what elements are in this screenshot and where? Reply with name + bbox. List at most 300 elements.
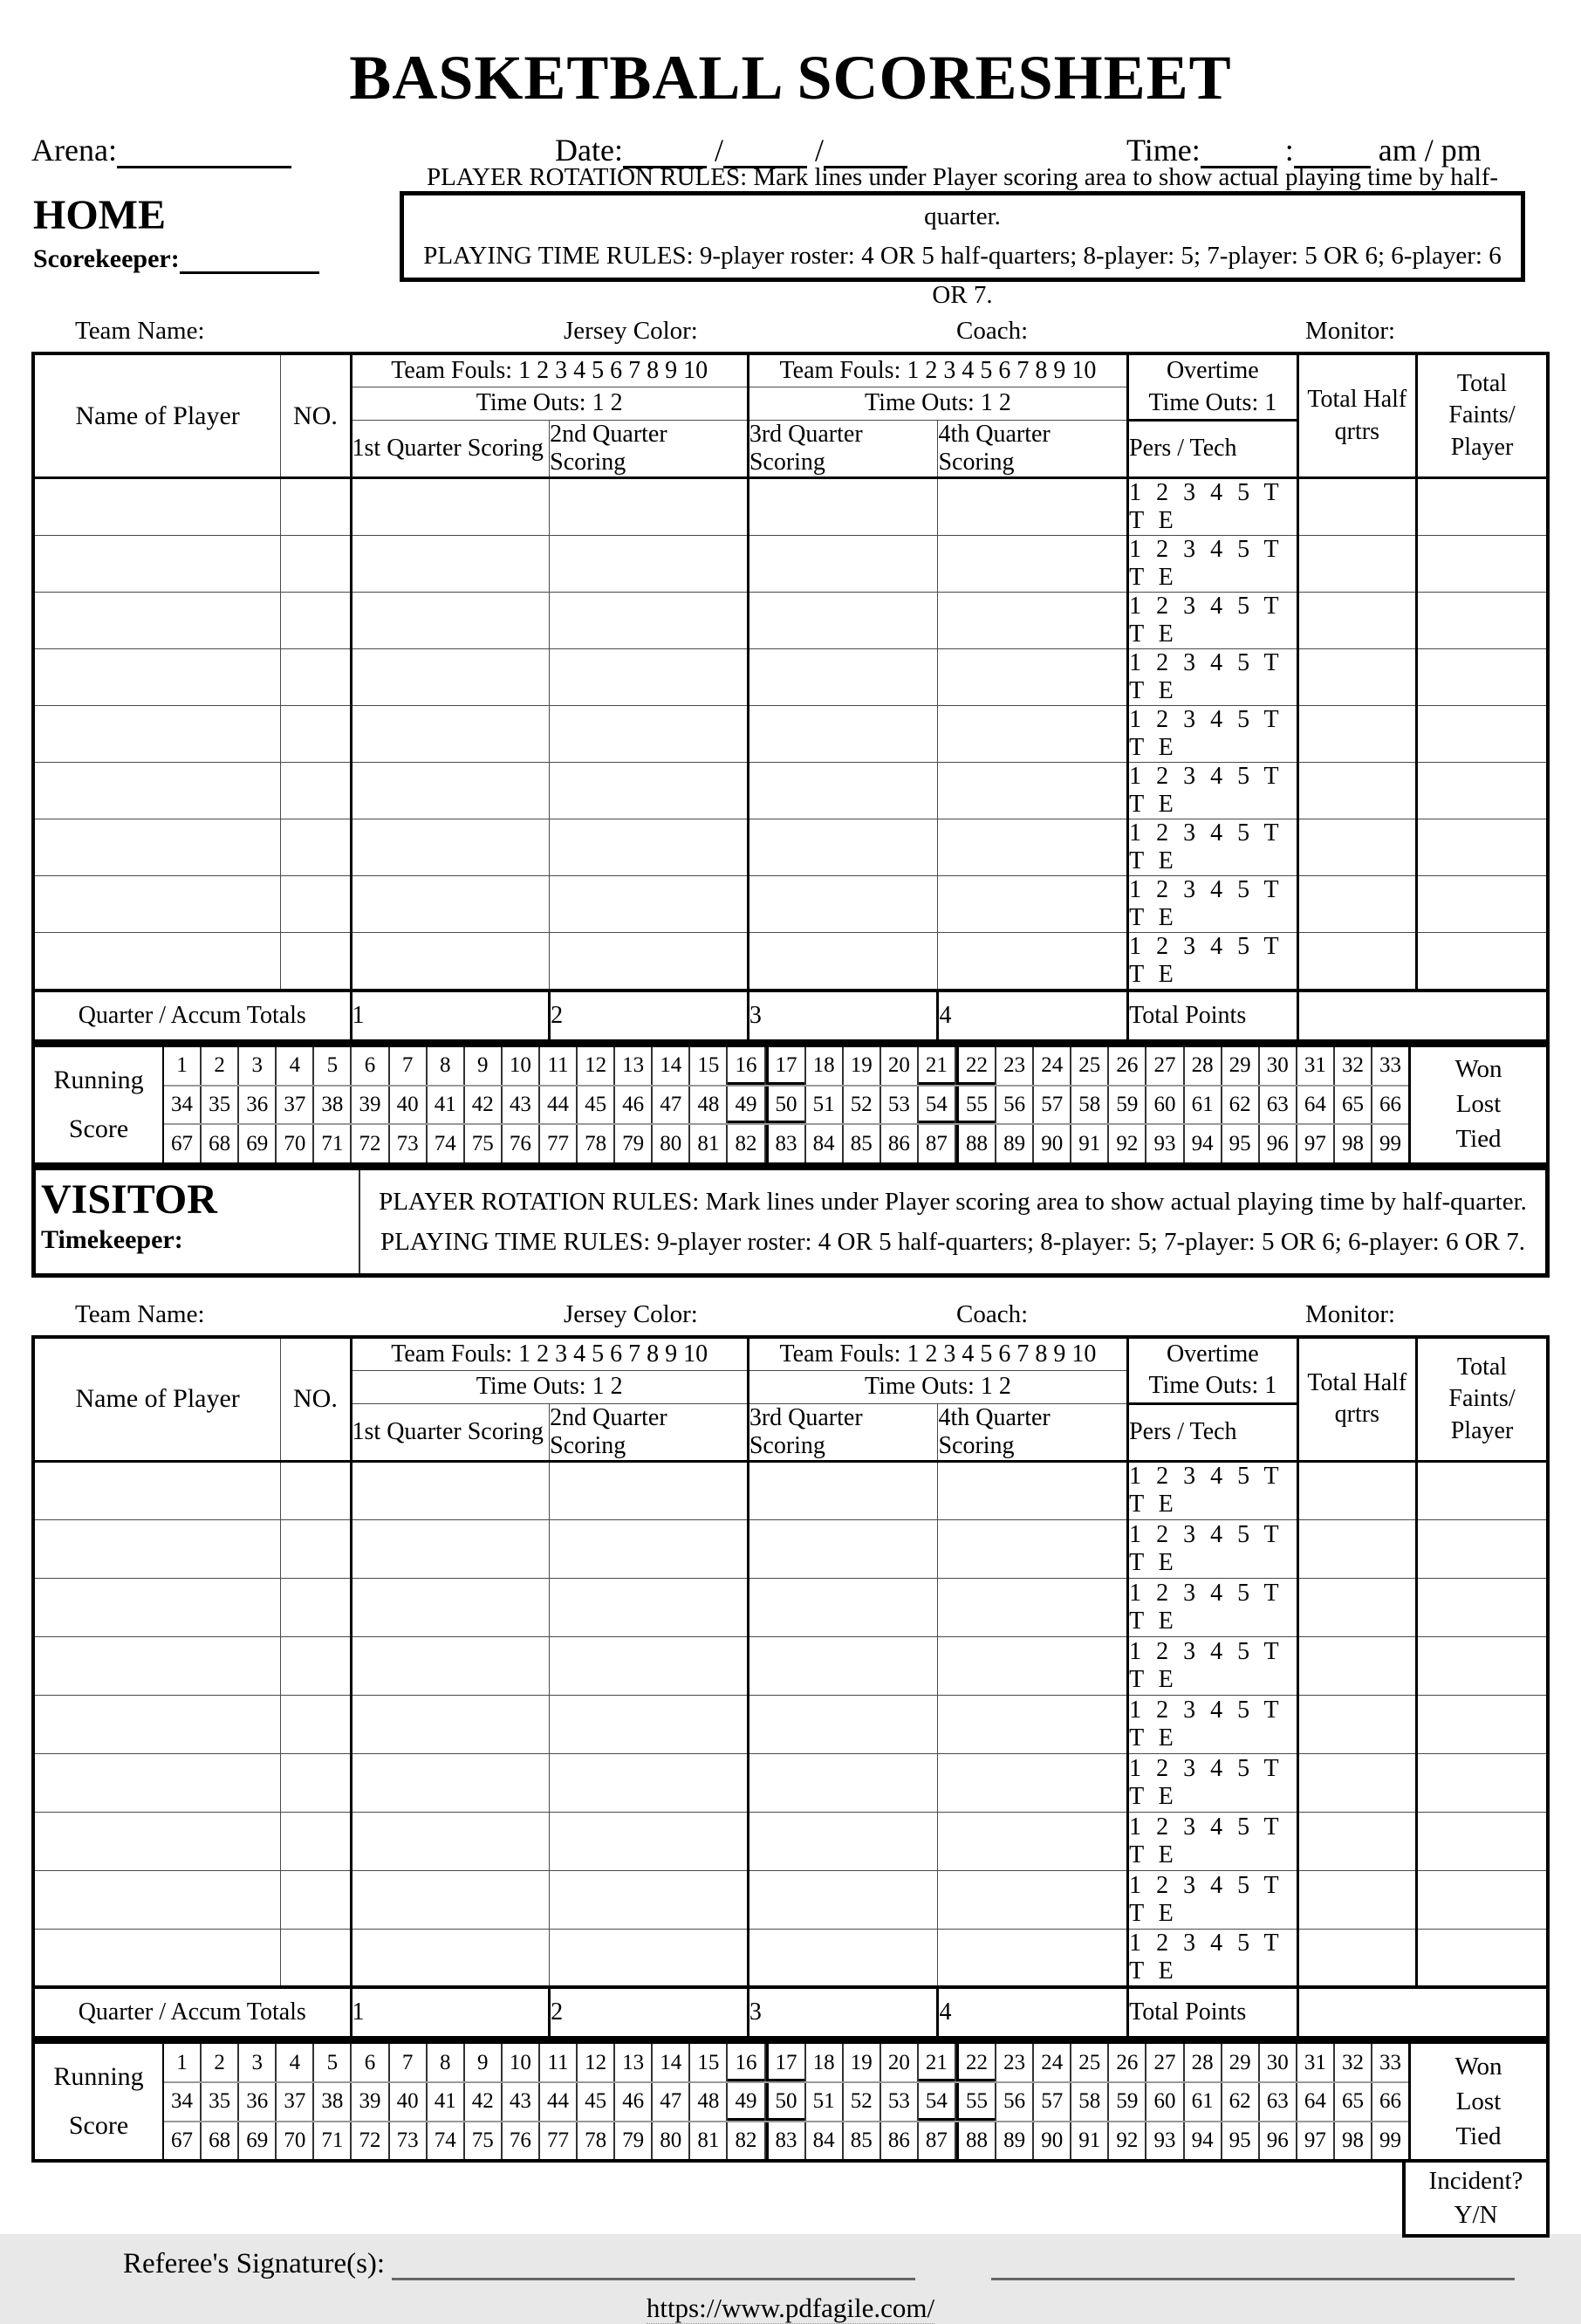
running-score-cell[interactable]: 37 (277, 2083, 314, 2121)
q2-scoring-cell[interactable] (550, 535, 749, 592)
running-score-cell[interactable]: 39 (352, 2083, 389, 2121)
player-name-cell[interactable] (33, 762, 281, 819)
running-score-cell[interactable]: 80 (653, 2122, 690, 2160)
running-score-cell[interactable]: 74 (428, 2122, 465, 2160)
q4-scoring-cell[interactable] (938, 1519, 1128, 1578)
running-score-cell[interactable]: 45 (578, 2083, 615, 2121)
running-score-cell[interactable]: 91 (1071, 2122, 1109, 2160)
running-score-cell[interactable]: 20 (881, 2044, 919, 2081)
total-half-qrtrs-cell[interactable] (1297, 1578, 1416, 1636)
player-name-cell[interactable] (33, 1519, 281, 1578)
running-score-cell[interactable]: 70 (277, 1125, 314, 1162)
running-score-cell[interactable]: 36 (239, 1087, 277, 1124)
running-score-cell[interactable]: 56 (996, 2083, 1034, 2121)
running-score-cell[interactable]: 82 (728, 1125, 765, 1162)
total-faints-cell[interactable] (1417, 477, 1549, 535)
overtime-timeouts-header-v[interactable] (1128, 1337, 1298, 1403)
running-score-cell[interactable]: 88 (956, 1125, 996, 1162)
q3-scoring-cell[interactable] (748, 1812, 938, 1870)
pers-tech-scale[interactable]: 1 2 3 4 5 T T E (1128, 477, 1298, 535)
total-faints-cell[interactable] (1417, 1753, 1549, 1812)
running-score-cell[interactable]: 49 (728, 1087, 765, 1124)
q4-scoring-cell[interactable] (938, 1636, 1128, 1695)
q4-scoring-cell[interactable] (938, 535, 1128, 592)
running-score-cell[interactable]: 61 (1185, 2083, 1222, 2121)
running-score-cell[interactable]: 38 (314, 1087, 352, 1124)
player-no-cell[interactable] (281, 477, 351, 535)
player-name-cell[interactable] (33, 1578, 281, 1636)
running-score-cell[interactable]: 16 (728, 1047, 765, 1085)
running-score-cell[interactable]: 9 (465, 2044, 503, 2081)
total-half-qrtrs-cell[interactable] (1297, 1812, 1416, 1870)
total-faints-cell[interactable] (1417, 1461, 1549, 1519)
tied-label-v[interactable]: Tied (1455, 2122, 1502, 2150)
running-score-cell[interactable]: 20 (881, 1047, 919, 1085)
running-score-cell[interactable]: 30 (1260, 1047, 1297, 1085)
running-score-cell[interactable]: 18 (806, 1047, 844, 1085)
overtime-timeouts-header[interactable] (1128, 353, 1298, 420)
team-fouls-header-2v[interactable]: Team Fouls: 1 2 3 4 5 6 7 8 9 10 (748, 1337, 1127, 1370)
player-no-cell[interactable] (281, 762, 351, 819)
team-fouls-header-1h[interactable]: Team Fouls: 1 2 3 4 5 6 7 8 9 10 (351, 353, 748, 387)
total-points-value-cell-v[interactable] (1297, 1987, 1548, 2038)
total-points-value-cell[interactable] (1297, 991, 1548, 1041)
total-half-qrtrs-cell[interactable] (1297, 1929, 1416, 1987)
q3-scoring-cell[interactable] (748, 1929, 938, 1987)
q4-scoring-cell[interactable] (938, 762, 1128, 819)
total-faints-cell[interactable] (1417, 648, 1549, 705)
running-score-cell[interactable]: 58 (1071, 2083, 1109, 2121)
q4-total-cell-v[interactable]: 4 (938, 1987, 1128, 2038)
running-score-cell[interactable]: 50 (766, 1087, 806, 1124)
running-score-cell[interactable]: 65 (1335, 2083, 1372, 2121)
running-score-cell[interactable]: 29 (1222, 1047, 1260, 1085)
running-score-cell[interactable]: 56 (996, 1087, 1034, 1124)
player-name-cell[interactable] (33, 1870, 281, 1929)
pers-tech-scale[interactable]: 1 2 3 4 5 T T E (1128, 1461, 1298, 1519)
total-faints-cell[interactable] (1417, 1929, 1549, 1987)
total-faints-cell[interactable] (1417, 1695, 1549, 1753)
running-score-cell[interactable]: 51 (806, 2083, 844, 2121)
q2-scoring-cell[interactable] (550, 592, 749, 648)
running-score-cell[interactable]: 15 (690, 1047, 728, 1085)
running-score-cell[interactable]: 96 (1260, 2122, 1297, 2160)
total-half-qrtrs-cell[interactable] (1297, 1753, 1416, 1812)
player-name-cell[interactable] (33, 535, 281, 592)
q2-scoring-cell[interactable] (550, 1695, 749, 1753)
player-no-cell[interactable] (281, 1929, 351, 1987)
running-score-cell[interactable]: 43 (503, 2083, 540, 2121)
running-score-cell[interactable]: 6 (352, 2044, 389, 2081)
arena-input-line[interactable] (117, 133, 291, 168)
running-score-cell[interactable]: 45 (578, 1087, 615, 1124)
time-input-hour[interactable] (1201, 133, 1277, 168)
running-score-cell[interactable]: 47 (653, 2083, 690, 2121)
player-name-cell[interactable] (33, 1636, 281, 1695)
q1-scoring-cell[interactable] (351, 1636, 550, 1695)
running-score-cell[interactable]: 96 (1260, 1125, 1297, 1162)
running-score-cell[interactable]: 97 (1297, 2122, 1335, 2160)
team-fouls-header-2h[interactable]: Team Fouls: 1 2 3 4 5 6 7 8 9 10 (748, 353, 1127, 387)
running-score-cell[interactable]: 53 (881, 1087, 919, 1124)
q2-scoring-cell[interactable] (550, 477, 749, 535)
running-score-cell[interactable]: 47 (653, 1087, 690, 1124)
running-score-cell[interactable]: 2 (202, 2044, 239, 2081)
player-no-cell[interactable] (281, 1461, 351, 1519)
running-score-cell[interactable]: 61 (1185, 1087, 1222, 1124)
running-score-cell[interactable]: 72 (352, 1125, 389, 1162)
running-score-cell[interactable]: 77 (540, 1125, 578, 1162)
q2-scoring-cell[interactable] (550, 1636, 749, 1695)
running-score-cell[interactable]: 7 (390, 2044, 428, 2081)
running-score-cell[interactable]: 54 (919, 2083, 956, 2121)
q4-scoring-cell[interactable] (938, 1578, 1128, 1636)
running-score-cell[interactable]: 60 (1146, 2083, 1184, 2121)
timeouts-header-1v[interactable]: Time Outs: 1 2 (351, 1370, 748, 1403)
running-score-cell[interactable]: 70 (277, 2122, 314, 2160)
q2-scoring-cell[interactable] (550, 762, 749, 819)
running-score-cell[interactable]: 51 (806, 1087, 844, 1124)
q1-scoring-cell[interactable] (351, 535, 550, 592)
player-name-cell[interactable] (33, 932, 281, 991)
running-score-cell[interactable]: 26 (1109, 1047, 1146, 1085)
running-score-cell[interactable]: 69 (239, 1125, 277, 1162)
total-half-qrtrs-cell[interactable] (1297, 1519, 1416, 1578)
running-score-cell[interactable]: 53 (881, 2083, 919, 2121)
q1-scoring-cell[interactable] (351, 648, 550, 705)
running-score-cell[interactable]: 90 (1034, 2122, 1071, 2160)
q2-scoring-cell[interactable] (550, 1753, 749, 1812)
running-score-cell[interactable]: 48 (690, 2083, 728, 2121)
q4-scoring-cell[interactable] (938, 705, 1128, 762)
won-label-v[interactable]: Won (1454, 2052, 1502, 2081)
q1-scoring-cell[interactable] (351, 875, 550, 932)
player-no-cell[interactable] (281, 932, 351, 991)
running-score-cell[interactable]: 78 (578, 2122, 615, 2160)
q1-total-cell[interactable]: 1 (351, 991, 550, 1041)
running-score-cell[interactable]: 41 (428, 2083, 465, 2121)
running-score-cell[interactable]: 81 (690, 2122, 728, 2160)
running-score-cell[interactable]: 39 (352, 1087, 389, 1124)
lost-label-v[interactable]: Lost (1455, 2087, 1502, 2115)
player-no-cell[interactable] (281, 592, 351, 648)
running-score-cell[interactable]: 10 (503, 1047, 540, 1085)
player-no-cell[interactable] (281, 1578, 351, 1636)
total-half-qrtrs-cell[interactable] (1297, 819, 1416, 875)
player-name-cell[interactable] (33, 1812, 281, 1870)
q1-scoring-cell[interactable] (351, 1929, 550, 1987)
total-half-qrtrs-cell[interactable] (1297, 1636, 1416, 1695)
player-name-cell[interactable] (33, 648, 281, 705)
player-no-cell[interactable] (281, 819, 351, 875)
running-score-cell[interactable]: 15 (690, 2044, 728, 2081)
running-score-cell[interactable]: 75 (465, 2122, 503, 2160)
total-half-qrtrs-cell[interactable] (1297, 477, 1416, 535)
q3-scoring-cell[interactable] (748, 648, 938, 705)
running-score-cell[interactable]: 23 (996, 1047, 1034, 1085)
running-score-cell[interactable]: 44 (540, 2083, 578, 2121)
pers-tech-scale[interactable]: 1 2 3 4 5 T T E (1128, 1578, 1298, 1636)
running-score-cell[interactable]: 71 (314, 1125, 352, 1162)
running-score-cell[interactable]: 10 (503, 2044, 540, 2081)
running-score-cell[interactable]: 24 (1034, 2044, 1071, 2081)
incident-yn[interactable]: Y/N (1454, 2201, 1498, 2230)
running-score-cell[interactable]: 5 (314, 2044, 352, 2081)
running-score-cell[interactable]: 92 (1109, 2122, 1146, 2160)
q2-scoring-cell[interactable] (550, 1812, 749, 1870)
q3-scoring-cell[interactable] (748, 477, 938, 535)
q3-total-cell-v[interactable]: 3 (748, 1987, 938, 2038)
running-score-cell[interactable]: 64 (1297, 1087, 1335, 1124)
player-name-cell[interactable] (33, 1695, 281, 1753)
running-score-cell[interactable]: 27 (1146, 1047, 1184, 1085)
scorekeeper-input-line[interactable] (180, 245, 319, 274)
referee-signature-line-1[interactable] (392, 2246, 915, 2280)
running-score-cell[interactable]: 72 (352, 2122, 389, 2160)
total-half-qrtrs-cell[interactable] (1297, 592, 1416, 648)
running-score-cell[interactable]: 33 (1379, 1053, 1402, 1078)
pers-tech-scale[interactable]: 1 2 3 4 5 T T E (1128, 875, 1298, 932)
running-score-cell[interactable]: 28 (1185, 1047, 1222, 1085)
running-score-cell[interactable]: 30 (1260, 2044, 1297, 2081)
q2-scoring-cell[interactable] (550, 819, 749, 875)
running-score-cell[interactable]: 32 (1335, 1047, 1372, 1085)
running-score-cell[interactable]: 29 (1222, 2044, 1260, 2081)
total-faints-cell[interactable] (1417, 1519, 1549, 1578)
running-score-cell[interactable]: 83 (766, 1125, 806, 1162)
pers-tech-scale[interactable]: 1 2 3 4 5 T T E (1128, 819, 1298, 875)
total-half-qrtrs-cell[interactable] (1297, 705, 1416, 762)
player-name-cell[interactable] (33, 819, 281, 875)
running-score-cell[interactable]: 3 (239, 2044, 277, 2081)
running-score-cell[interactable]: 80 (653, 1125, 690, 1162)
pers-tech-scale[interactable]: 1 2 3 4 5 T T E (1128, 762, 1298, 819)
running-score-cell[interactable]: 49 (728, 2083, 765, 2121)
running-score-cell[interactable]: 55 (956, 1087, 996, 1124)
total-half-qrtrs-cell[interactable] (1297, 762, 1416, 819)
player-name-cell[interactable] (33, 592, 281, 648)
running-score-cell[interactable]: 17 (766, 2044, 806, 2081)
q4-scoring-cell[interactable] (938, 875, 1128, 932)
date-input-year[interactable] (824, 133, 907, 168)
running-score-cell[interactable]: 95 (1222, 2122, 1260, 2160)
running-score-cell[interactable]: 55 (956, 2083, 996, 2121)
q3-scoring-cell[interactable] (748, 819, 938, 875)
q4-scoring-cell[interactable] (938, 932, 1128, 991)
q3-scoring-cell[interactable] (748, 762, 938, 819)
running-score-cell[interactable]: 23 (996, 2044, 1034, 2081)
running-score-cell[interactable]: 87 (919, 1125, 956, 1162)
running-score-cell[interactable]: 8 (428, 2044, 465, 2081)
total-faints-cell[interactable] (1417, 592, 1549, 648)
running-score-cell[interactable]: 35 (202, 1087, 239, 1124)
running-score-cell[interactable]: 19 (844, 2044, 881, 2081)
running-score-cell[interactable]: 25 (1071, 2044, 1109, 2081)
player-no-cell[interactable] (281, 1636, 351, 1695)
running-score-cell[interactable]: 99 (1379, 1131, 1402, 1155)
player-name-cell[interactable] (33, 1461, 281, 1519)
pers-tech-scale[interactable]: 1 2 3 4 5 T T E (1128, 592, 1298, 648)
running-score-cell[interactable]: 98 (1335, 1125, 1372, 1162)
total-faints-cell[interactable] (1417, 535, 1549, 592)
q4-total-cell[interactable]: 4 (938, 991, 1128, 1041)
running-score-cell[interactable]: 42 (465, 2083, 503, 2121)
q4-scoring-cell[interactable] (938, 1870, 1128, 1929)
running-score-cell[interactable]: 24 (1034, 1047, 1071, 1085)
time-input-minute[interactable] (1294, 133, 1371, 168)
running-score-cell[interactable]: 57 (1034, 1087, 1071, 1124)
running-score-cell[interactable]: 17 (766, 1047, 806, 1085)
q3-scoring-cell[interactable] (748, 1753, 938, 1812)
running-score-cell[interactable]: 97 (1297, 1125, 1335, 1162)
q3-scoring-cell[interactable] (748, 1695, 938, 1753)
running-score-cell[interactable]: 59 (1109, 1087, 1146, 1124)
date-input-month[interactable] (623, 133, 707, 168)
running-score-cell[interactable]: 90 (1034, 1125, 1071, 1162)
total-faints-cell[interactable] (1417, 1870, 1549, 1929)
running-score-cell[interactable]: 46 (615, 1087, 653, 1124)
player-name-cell[interactable] (33, 705, 281, 762)
q4-scoring-cell[interactable] (938, 1812, 1128, 1870)
running-score-cell[interactable]: 26 (1109, 2044, 1146, 2081)
player-name-cell[interactable] (33, 1753, 281, 1812)
running-score-cell[interactable]: 21 (919, 1047, 956, 1085)
q3-scoring-cell[interactable] (748, 1461, 938, 1519)
running-score-cell[interactable]: 46 (615, 2083, 653, 2121)
running-score-cell[interactable]: 25 (1071, 1047, 1109, 1085)
running-score-cell[interactable]: 85 (844, 1125, 881, 1162)
running-score-cell[interactable]: 1 (164, 2044, 202, 2081)
running-score-cell[interactable]: 16 (728, 2044, 765, 2081)
q3-scoring-cell[interactable] (748, 535, 938, 592)
tied-label[interactable]: Tied (1455, 1125, 1502, 1154)
q1-scoring-cell[interactable] (351, 1753, 550, 1812)
pers-tech-scale[interactable]: 1 2 3 4 5 T T E (1128, 648, 1298, 705)
total-half-qrtrs-cell[interactable] (1297, 1461, 1416, 1519)
player-no-cell[interactable] (281, 1870, 351, 1929)
timeouts-header-1h[interactable]: Time Outs: 1 2 (351, 387, 748, 420)
running-score-cell[interactable]: 35 (202, 2083, 239, 2121)
running-score-cell[interactable]: 62 (1222, 2083, 1260, 2121)
player-no-cell[interactable] (281, 1753, 351, 1812)
pdfagile-link[interactable]: https://www.pdfagile.com/ (646, 2293, 935, 2324)
total-half-qrtrs-cell[interactable] (1297, 648, 1416, 705)
running-score-cell[interactable]: 21 (919, 2044, 956, 2081)
running-score-cell[interactable]: 86 (881, 2122, 919, 2160)
q4-scoring-cell[interactable] (938, 1695, 1128, 1753)
running-score-cell[interactable]: 73 (390, 2122, 428, 2160)
total-half-qrtrs-cell[interactable] (1297, 535, 1416, 592)
q1-scoring-cell[interactable] (351, 1812, 550, 1870)
q4-scoring-cell[interactable] (938, 1929, 1128, 1987)
q2-scoring-cell[interactable] (550, 875, 749, 932)
q1-scoring-cell[interactable] (351, 592, 550, 648)
player-no-cell[interactable] (281, 535, 351, 592)
running-score-cell[interactable]: 11 (540, 1047, 578, 1085)
q1-scoring-cell[interactable] (351, 932, 550, 991)
running-score-cell[interactable]: 14 (653, 2044, 690, 2081)
running-score-cell[interactable]: 76 (503, 1125, 540, 1162)
running-score-cell[interactable]: 58 (1071, 1087, 1109, 1124)
running-score-cell[interactable]: 2 (202, 1047, 239, 1085)
running-score-cell[interactable]: 37 (277, 1087, 314, 1124)
running-score-cell[interactable]: 86 (881, 1125, 919, 1162)
running-score-cell[interactable]: 3 (239, 1047, 277, 1085)
q3-scoring-cell[interactable] (748, 592, 938, 648)
q3-scoring-cell[interactable] (748, 875, 938, 932)
running-score-cell[interactable]: 63 (1260, 2083, 1297, 2121)
q3-scoring-cell[interactable] (748, 705, 938, 762)
running-score-cell[interactable]: 81 (690, 1125, 728, 1162)
running-score-cell[interactable]: 66 (1379, 2089, 1402, 2114)
q4-scoring-cell[interactable] (938, 1753, 1128, 1812)
running-score-cell[interactable]: 12 (578, 1047, 615, 1085)
running-score-cell[interactable]: 89 (996, 1125, 1034, 1162)
pers-tech-scale[interactable]: 1 2 3 4 5 T T E (1128, 705, 1298, 762)
total-faints-cell[interactable] (1417, 932, 1549, 991)
running-score-cell[interactable]: 8 (428, 1047, 465, 1085)
running-score-cell[interactable]: 94 (1185, 2122, 1222, 2160)
pers-tech-scale[interactable]: 1 2 3 4 5 T T E (1128, 932, 1298, 991)
q2-total-cell-v[interactable]: 2 (550, 1987, 749, 2038)
total-half-qrtrs-cell[interactable] (1297, 1870, 1416, 1929)
running-score-cell[interactable]: 77 (540, 2122, 578, 2160)
timeouts-header-2h[interactable]: Time Outs: 1 2 (748, 387, 1127, 420)
player-no-cell[interactable] (281, 648, 351, 705)
player-name-cell[interactable] (33, 875, 281, 932)
running-score-cell[interactable]: 74 (428, 1125, 465, 1162)
running-score-cell[interactable]: 83 (766, 2122, 806, 2160)
running-score-cell[interactable]: 93 (1146, 2122, 1184, 2160)
running-score-cell[interactable]: 19 (844, 1047, 881, 1085)
running-score-cell[interactable]: 4 (277, 1047, 314, 1085)
running-score-cell[interactable]: 40 (390, 2083, 428, 2121)
running-score-cell[interactable]: 4 (277, 2044, 314, 2081)
running-score-cell[interactable]: 65 (1335, 1087, 1372, 1124)
running-score-cell[interactable]: 32 (1335, 2044, 1372, 2081)
running-score-cell[interactable]: 79 (615, 2122, 653, 2160)
q1-scoring-cell[interactable] (351, 762, 550, 819)
incident-box[interactable] (1402, 2163, 1550, 2238)
running-score-cell[interactable]: 41 (428, 1087, 465, 1124)
running-score-cell[interactable]: 87 (919, 2122, 956, 2160)
running-score-cell[interactable]: 71 (314, 2122, 352, 2160)
running-score-cell[interactable]: 44 (540, 1087, 578, 1124)
player-no-cell[interactable] (281, 1812, 351, 1870)
running-score-cell[interactable]: 84 (806, 1125, 844, 1162)
q3-scoring-cell[interactable] (748, 1578, 938, 1636)
q2-scoring-cell[interactable] (550, 1578, 749, 1636)
q2-scoring-cell[interactable] (550, 1519, 749, 1578)
total-half-qrtrs-cell[interactable] (1297, 1695, 1416, 1753)
q3-scoring-cell[interactable] (748, 1519, 938, 1578)
running-score-cell[interactable]: 92 (1109, 1125, 1146, 1162)
running-score-cell[interactable]: 22 (956, 2044, 996, 2081)
running-score-cell[interactable]: 75 (465, 1125, 503, 1162)
q1-scoring-cell[interactable] (351, 1519, 550, 1578)
running-score-cell[interactable]: 50 (766, 2083, 806, 2121)
player-name-cell[interactable] (33, 477, 281, 535)
running-score-cell[interactable]: 9 (465, 1047, 503, 1085)
pers-tech-scale[interactable]: 1 2 3 4 5 T T E (1128, 1812, 1298, 1870)
running-score-cell[interactable]: 42 (465, 1087, 503, 1124)
running-score-cell[interactable]: 64 (1297, 2083, 1335, 2121)
running-score-cell[interactable]: 57 (1034, 2083, 1071, 2121)
running-score-cell[interactable]: 54 (919, 1087, 956, 1124)
pers-tech-scale[interactable]: 1 2 3 4 5 T T E (1128, 535, 1298, 592)
running-score-cell[interactable]: 34 (164, 2083, 202, 2121)
running-score-cell[interactable]: 82 (728, 2122, 765, 2160)
